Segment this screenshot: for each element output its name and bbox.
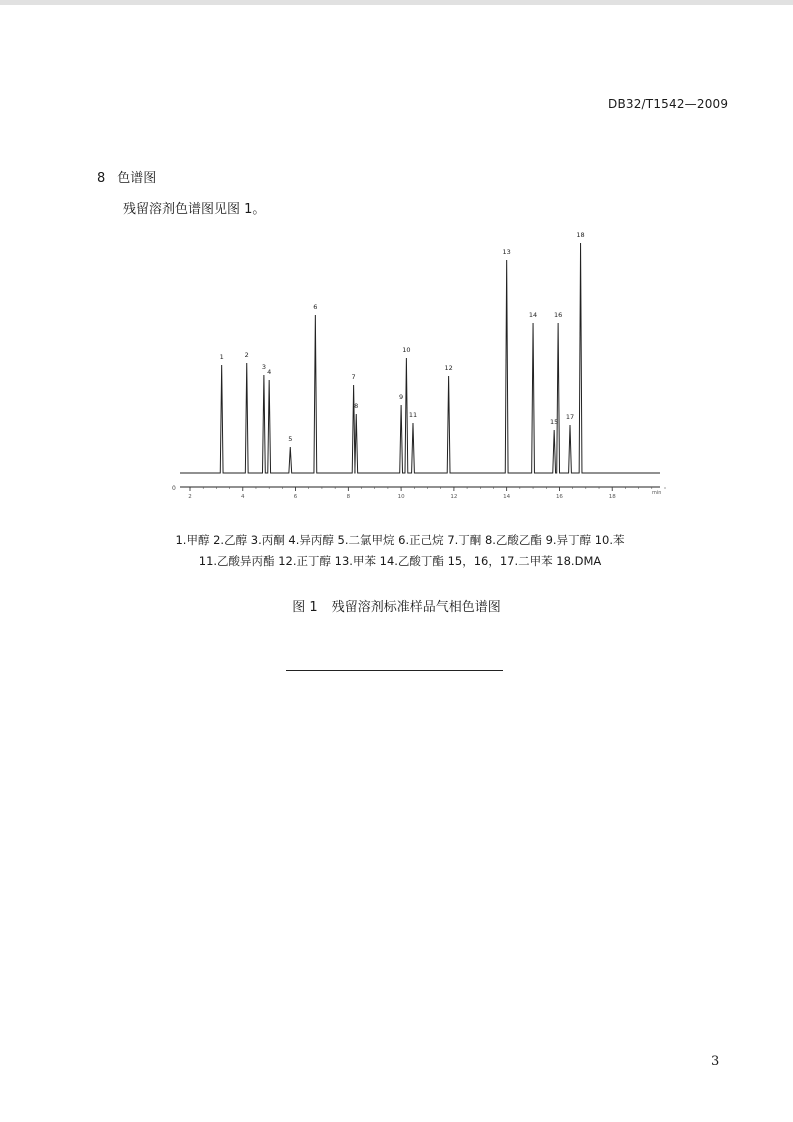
peak-label: 17: [565, 413, 575, 421]
page-number: 3: [711, 1054, 720, 1069]
section-title: 色谱图: [117, 171, 157, 186]
peak-label: 1: [219, 353, 224, 361]
section-number: 8: [97, 171, 106, 186]
legend-item: 2.乙醇: [213, 533, 248, 547]
peak-label: 7: [351, 373, 356, 381]
standard-number: DB32/T1542—2009: [608, 97, 729, 111]
peak-label: 9: [399, 393, 404, 401]
x-tick-label: 8: [346, 494, 351, 500]
chromatogram-trace: [180, 243, 660, 473]
legend-item: 8.乙酸乙酯: [484, 533, 542, 547]
section-body: 残留溶剂色谱图见图 1。: [123, 202, 266, 217]
x-tick-label: 18: [608, 494, 616, 500]
legend-line-2: [100, 553, 700, 569]
legend-item: 3.丙酮: [250, 533, 285, 547]
x-tick-label: 12: [450, 494, 458, 500]
peak-label: 2: [244, 351, 249, 359]
legend-item: 1.甲醇: [175, 533, 210, 547]
x-tick-label: 6: [293, 494, 298, 500]
peak-label: 11: [408, 411, 418, 419]
y-axis-zero-label: 0: [172, 485, 176, 492]
peak-label: 18: [576, 231, 585, 239]
legend-item: 18.DMA: [556, 554, 602, 568]
peak-label: 14: [528, 311, 538, 319]
legend-line-1: [100, 532, 700, 548]
peak-label: 6: [313, 303, 318, 311]
section-heading: [97, 167, 156, 186]
legend-item: 6.正己烷: [398, 533, 444, 547]
end-rule: [286, 670, 503, 671]
figure-label: 图 1: [292, 600, 318, 615]
legend-item: 11.乙酸异丙酯: [198, 554, 275, 568]
legend-item: 15，16，17.二甲苯: [447, 554, 553, 568]
chart-axis: [172, 485, 665, 500]
legend-item: 9.异丁醇: [545, 533, 592, 547]
x-tick-label: 16: [555, 494, 563, 500]
peak-label: 10: [402, 346, 411, 354]
x-tick-label: 14: [503, 494, 511, 500]
legend-item: 4.异丙醇: [288, 533, 334, 547]
x-tick-label: 4: [241, 494, 245, 500]
scan-edge: [0, 0, 793, 5]
legend-item: 12.正丁醇: [278, 554, 332, 568]
peak-label: 15: [550, 418, 559, 426]
legend-item: 13.甲苯: [334, 554, 376, 568]
legend-item: 5.二氯甲烷: [337, 533, 395, 547]
peak-label: 12: [444, 364, 453, 372]
peak-label: 16: [553, 311, 563, 319]
x-tick-label: 10: [397, 494, 405, 500]
peak-label: 13: [502, 248, 511, 256]
peak-label: 4: [267, 368, 272, 376]
peak-label: 5: [288, 435, 293, 443]
peak-labels: [220, 231, 585, 443]
peak-label: 3: [261, 363, 266, 371]
x-tick-label: 2: [188, 494, 192, 500]
figure-caption: [0, 596, 793, 615]
legend-item: 10.苯: [594, 533, 625, 547]
peak-label: 8: [354, 402, 359, 410]
legend-item: 14.乙酸丁酯: [379, 554, 444, 568]
chromatogram: [170, 222, 670, 502]
figure-title: 残留溶剂标准样品气相色谱图: [331, 600, 501, 615]
x-unit-label: min: [652, 490, 662, 496]
legend-item: 7.丁酮: [447, 533, 482, 547]
